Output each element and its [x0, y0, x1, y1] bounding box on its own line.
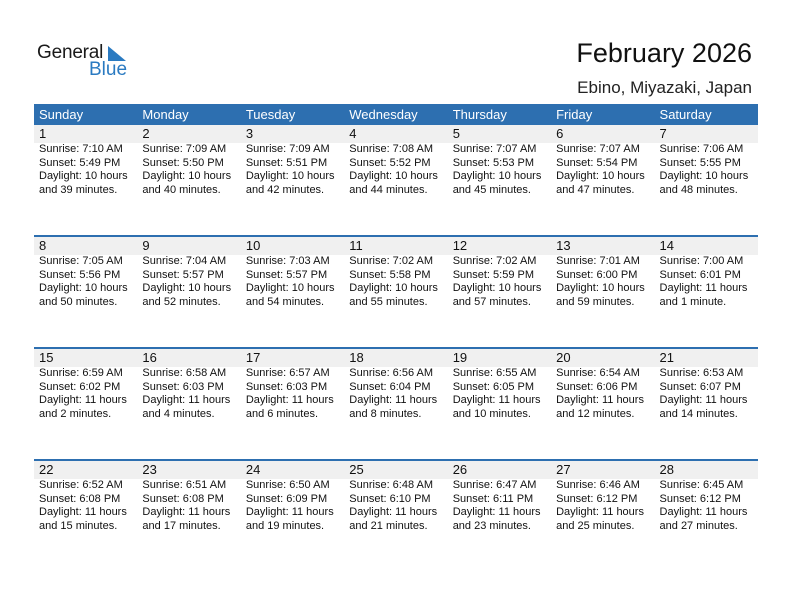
day-number: 21	[659, 350, 674, 365]
day-number: 7	[659, 126, 667, 141]
weekday-header-row	[34, 104, 758, 125]
day-number: 12	[452, 238, 468, 253]
daylight-text: Daylight: 10 hours	[142, 170, 232, 182]
daylight-text: Daylight: 11 hours	[349, 506, 438, 518]
weekday-tuesday: Tuesday	[245, 107, 296, 122]
daylight-text: Daylight: 10 hours	[452, 170, 542, 182]
daylight-text: Daylight: 10 hours	[349, 170, 438, 182]
daylight-text: Daylight: 11 hours	[142, 394, 231, 406]
day-cell	[241, 479, 344, 533]
sunrise-text: Sunrise: 7:08 AM	[349, 143, 434, 155]
sunset-text: Sunset: 6:01 PM	[659, 268, 741, 281]
day-number: 2	[142, 126, 150, 141]
day-number: 6	[556, 126, 564, 141]
daylight-text: and 25 minutes.	[556, 519, 635, 532]
daylight-text: and 6 minutes.	[245, 407, 318, 420]
day-number: 22	[39, 462, 54, 477]
day-cell	[34, 367, 137, 421]
sunrise-text: Sunrise: 7:03 AM	[245, 255, 330, 267]
day-number: 10	[245, 238, 261, 253]
daylight-text: and 50 minutes.	[39, 295, 118, 308]
sunrise-text: Sunrise: 7:02 AM	[349, 255, 434, 267]
day-details-row	[34, 255, 758, 309]
daylight-text: and 42 minutes.	[245, 183, 325, 196]
sunrise-text: Sunrise: 6:59 AM	[39, 367, 123, 379]
daylight-text: Daylight: 10 hours	[39, 170, 128, 182]
logo-text-blue: Blue	[89, 59, 128, 80]
daylight-text: and 2 minutes.	[39, 407, 112, 420]
sunset-text: Sunset: 6:08 PM	[142, 492, 224, 505]
weekday-saturday: Saturday	[659, 107, 712, 122]
daylight-text: Daylight: 11 hours	[245, 506, 334, 518]
day-number: 17	[245, 350, 261, 365]
sunrise-text: Sunrise: 6:48 AM	[349, 479, 434, 491]
sunset-text: Sunset: 6:04 PM	[349, 380, 431, 393]
sunrise-text: Sunrise: 6:47 AM	[452, 479, 537, 491]
day-number-band	[34, 349, 758, 367]
daylight-text: Daylight: 11 hours	[39, 394, 127, 406]
sunset-text: Sunset: 6:11 PM	[452, 492, 534, 505]
day-cell	[655, 143, 758, 197]
day-cell	[137, 479, 240, 533]
sunrise-text: Sunrise: 6:50 AM	[245, 479, 330, 491]
day-number: 23	[142, 462, 157, 477]
day-cell	[448, 255, 551, 309]
sunrise-text: Sunrise: 7:10 AM	[39, 143, 123, 155]
sunset-text: Sunset: 5:54 PM	[556, 156, 638, 169]
daylight-text: and 27 minutes.	[659, 519, 738, 532]
sunset-text: Sunset: 6:06 PM	[556, 380, 638, 393]
day-cell	[448, 367, 551, 421]
sunrise-text: Sunrise: 6:53 AM	[659, 367, 744, 379]
day-number: 27	[556, 462, 571, 477]
sunrise-text: Sunrise: 7:05 AM	[39, 255, 123, 267]
daylight-text: and 47 minutes.	[556, 183, 635, 196]
day-number: 26	[452, 462, 468, 477]
sunset-text: Sunset: 5:53 PM	[452, 156, 535, 169]
sunset-text: Sunset: 5:50 PM	[142, 156, 224, 169]
day-number: 1	[39, 126, 47, 141]
sunset-text: Sunset: 6:00 PM	[556, 268, 638, 281]
weekday-friday: Friday	[556, 107, 593, 122]
sunset-text: Sunset: 6:07 PM	[659, 380, 741, 393]
day-cell	[241, 143, 344, 197]
day-cell	[344, 367, 447, 421]
day-number-band	[34, 237, 758, 255]
daylight-text: Daylight: 10 hours	[245, 282, 335, 294]
weekday-monday: Monday	[142, 107, 189, 122]
daylight-text: Daylight: 11 hours	[659, 282, 748, 294]
sunset-text: Sunset: 6:09 PM	[245, 492, 328, 505]
daylight-text: Daylight: 10 hours	[39, 282, 128, 294]
sunrise-text: Sunrise: 6:55 AM	[452, 367, 537, 379]
daylight-text: Daylight: 11 hours	[349, 394, 438, 406]
day-number: 13	[556, 238, 571, 253]
daylight-text: and 15 minutes.	[39, 519, 118, 532]
day-number: 9	[142, 238, 150, 253]
day-cell	[655, 367, 758, 421]
day-number: 15	[39, 350, 54, 365]
day-cell	[551, 367, 654, 421]
day-details-row	[34, 367, 758, 421]
weekday-wednesday: Wednesday	[349, 107, 418, 122]
day-cell	[448, 143, 551, 197]
daylight-text: and 10 minutes.	[452, 407, 531, 420]
daylight-text: Daylight: 10 hours	[452, 282, 542, 294]
sunrise-text: Sunrise: 6:46 AM	[556, 479, 640, 491]
daylight-text: and 8 minutes.	[349, 407, 422, 420]
day-number: 3	[245, 126, 254, 141]
daylight-text: and 19 minutes.	[245, 519, 325, 532]
sunset-text: Sunset: 6:08 PM	[39, 492, 121, 505]
daylight-text: Daylight: 10 hours	[142, 282, 232, 294]
sunrise-text: Sunrise: 6:56 AM	[349, 367, 434, 379]
daylight-text: Daylight: 10 hours	[556, 170, 645, 182]
weekday-sunday: Sunday	[39, 107, 84, 122]
day-number: 25	[349, 462, 364, 477]
day-cell	[241, 255, 344, 309]
day-number: 19	[452, 350, 468, 365]
day-cell	[34, 255, 137, 309]
week-row	[34, 347, 758, 459]
sunrise-text: Sunrise: 7:09 AM	[142, 143, 227, 155]
daylight-text: and 52 minutes.	[142, 295, 221, 308]
sunset-text: Sunset: 5:57 PM	[142, 268, 224, 281]
sunset-text: Sunset: 5:57 PM	[245, 268, 328, 281]
logo	[37, 42, 137, 82]
sunrise-text: Sunrise: 6:54 AM	[556, 367, 640, 379]
daylight-text: and 1 minute.	[659, 295, 727, 308]
daylight-text: Daylight: 10 hours	[245, 170, 335, 182]
daylight-text: Daylight: 10 hours	[659, 170, 749, 182]
weekday-thursday: Thursday	[452, 107, 507, 122]
sunset-text: Sunset: 6:02 PM	[39, 380, 121, 393]
calendar-grid	[34, 104, 758, 571]
sunrise-text: Sunrise: 6:58 AM	[142, 367, 227, 379]
week-row	[34, 235, 758, 347]
week-row	[34, 125, 758, 235]
day-cell	[34, 143, 137, 197]
daylight-text: and 57 minutes.	[452, 295, 531, 308]
week-row	[34, 459, 758, 571]
day-number: 20	[556, 350, 571, 365]
sunset-text: Sunset: 6:10 PM	[349, 492, 431, 505]
daylight-text: Daylight: 11 hours	[556, 394, 644, 406]
day-cell	[655, 479, 758, 533]
sunrise-text: Sunrise: 6:57 AM	[245, 367, 330, 379]
sunrise-text: Sunrise: 7:07 AM	[556, 143, 640, 155]
day-cell	[551, 255, 654, 309]
sunset-text: Sunset: 6:12 PM	[556, 492, 638, 505]
day-number: 16	[142, 350, 157, 365]
daylight-text: and 12 minutes.	[556, 407, 635, 420]
daylight-text: Daylight: 11 hours	[452, 506, 541, 518]
day-number: 11	[349, 238, 363, 253]
daylight-text: and 45 minutes.	[452, 183, 531, 196]
sunset-text: Sunset: 5:55 PM	[659, 156, 741, 169]
sunrise-text: Sunrise: 6:51 AM	[142, 479, 227, 491]
day-number: 4	[349, 126, 357, 141]
sunset-text: Sunset: 5:49 PM	[39, 156, 121, 169]
daylight-text: and 21 minutes.	[349, 519, 428, 532]
sunrise-text: Sunrise: 6:45 AM	[659, 479, 744, 491]
day-cell	[344, 479, 447, 533]
day-cell	[137, 143, 240, 197]
daylight-text: and 59 minutes.	[556, 295, 635, 308]
day-cell	[34, 479, 137, 533]
daylight-text: and 55 minutes.	[349, 295, 428, 308]
sunrise-text: Sunrise: 7:02 AM	[452, 255, 537, 267]
day-number: 18	[349, 350, 364, 365]
daylight-text: Daylight: 11 hours	[659, 394, 748, 406]
daylight-text: Daylight: 11 hours	[659, 506, 748, 518]
day-cell	[344, 255, 447, 309]
daylight-text: Daylight: 10 hours	[556, 282, 645, 294]
sunset-text: Sunset: 5:52 PM	[349, 156, 431, 169]
day-cell	[551, 143, 654, 197]
sunset-text: Sunset: 5:59 PM	[452, 268, 535, 281]
daylight-text: and 14 minutes.	[659, 407, 738, 420]
sunset-text: Sunset: 5:56 PM	[39, 268, 121, 281]
day-number: 24	[245, 462, 261, 477]
day-number: 28	[659, 462, 674, 477]
day-cell	[137, 255, 240, 309]
daylight-text: and 17 minutes.	[142, 519, 221, 532]
page-title: February 2026	[576, 38, 752, 68]
sunrise-text: Sunrise: 7:04 AM	[142, 255, 227, 267]
day-number: 14	[659, 238, 674, 253]
day-number-band	[34, 461, 758, 479]
daylight-text: Daylight: 10 hours	[349, 282, 438, 294]
day-number: 5	[452, 126, 460, 141]
sunset-text: Sunset: 5:58 PM	[349, 268, 431, 281]
day-number-band	[34, 125, 758, 143]
day-cell	[551, 479, 654, 533]
daylight-text: Daylight: 11 hours	[556, 506, 644, 518]
day-details-row	[34, 479, 758, 533]
location-subtitle: Ebino, Miyazaki, Japan	[577, 78, 752, 97]
logo-text-general: General	[37, 42, 104, 63]
day-cell	[448, 479, 551, 533]
sunset-text: Sunset: 6:03 PM	[142, 380, 224, 393]
daylight-text: Daylight: 11 hours	[245, 394, 334, 406]
daylight-text: and 54 minutes.	[245, 295, 325, 308]
sunrise-text: Sunrise: 7:01 AM	[556, 255, 640, 267]
sunrise-text: Sunrise: 7:06 AM	[659, 143, 744, 155]
day-cell	[655, 255, 758, 309]
daylight-text: Daylight: 11 hours	[452, 394, 541, 406]
day-details-row	[34, 143, 758, 197]
daylight-text: and 4 minutes.	[142, 407, 215, 420]
day-cell	[241, 367, 344, 421]
daylight-text: and 44 minutes.	[349, 183, 428, 196]
sunrise-text: Sunrise: 6:52 AM	[39, 479, 123, 491]
sunset-text: Sunset: 6:05 PM	[452, 380, 535, 393]
daylight-text: and 39 minutes.	[39, 183, 118, 196]
sunrise-text: Sunrise: 7:07 AM	[452, 143, 537, 155]
daylight-text: Daylight: 11 hours	[39, 506, 127, 518]
daylight-text: and 40 minutes.	[142, 183, 221, 196]
sunrise-text: Sunrise: 7:00 AM	[659, 255, 744, 267]
sunset-text: Sunset: 6:12 PM	[659, 492, 741, 505]
daylight-text: and 48 minutes.	[659, 183, 738, 196]
day-number: 8	[39, 238, 47, 253]
sunrise-text: Sunrise: 7:09 AM	[245, 143, 330, 155]
daylight-text: Daylight: 11 hours	[142, 506, 231, 518]
daylight-text: and 23 minutes.	[452, 519, 531, 532]
sunset-text: Sunset: 5:51 PM	[245, 156, 328, 169]
day-cell	[137, 367, 240, 421]
sunset-text: Sunset: 6:03 PM	[245, 380, 328, 393]
day-cell	[344, 143, 447, 197]
